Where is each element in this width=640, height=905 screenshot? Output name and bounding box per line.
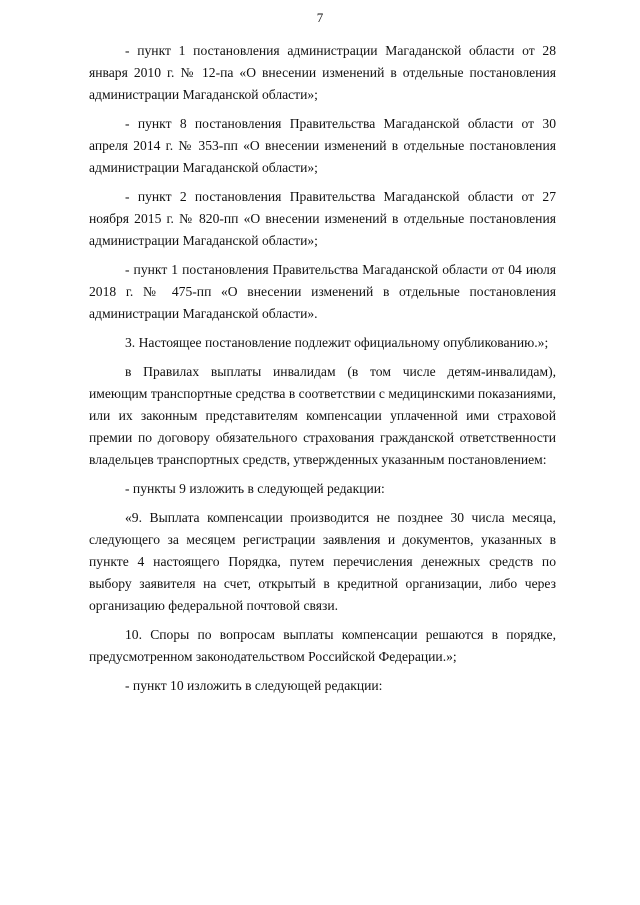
paragraph-item-9-intro: - пункты 9 изложить в следующей редакции: — [125, 481, 385, 496]
paragraph-rules: в Правилах выплаты инвалидам (в том числе детям-инвалидам), имеющим транспортные средства в соответствии с медицинскими показаниями, или их законным представителям компенсации уплаченной ими страховой премии по договору обязательного страхования гражданской ответственности владельцев транспортных средств, утвержденных указанным постановлением: — [89, 364, 556, 467]
paragraph-item-10-intro: - пункт 10 изложить в следующей редакции: — [125, 678, 383, 693]
paragraph-amendment-2018: - пункт 1 постановления Правительства Магаданской области от 04 июля 2018 г. № 475-пп «О внесении изменений в отдельные постановления администрации Магаданской области». — [89, 262, 556, 321]
paragraph-amendment-2010: - пункт 1 постановления администрации Магаданской области от 28 января 2010 г. № 12-па «О внесении изменений в отдельные постановления администрации Магаданской области»; — [89, 43, 556, 102]
page-number: 7 — [316, 10, 324, 25]
paragraph-amendment-2015: - пункт 2 постановления Правительства Магаданской области от 27 ноября 2015 г. № 820-пп «О внесении изменений в отдельные постановления администрации Магаданской области»; — [89, 189, 556, 248]
paragraph-publication: 3. Настоящее постановление подлежит официальному опубликованию.»; — [125, 335, 549, 350]
paragraph-amendment-2014: - пункт 8 постановления Правительства Магаданской области от 30 апреля 2014 г. № 353-пп «О внесении изменений в отдельные постановления администрации Магаданской области»; — [89, 116, 556, 175]
document-body — [89, 40, 556, 704]
paragraph-item-9-text: «9. Выплата компенсации производится не позднее 30 числа месяца, следующего за месяцем регистрации заявления и документов, указанных в пункте 4 настоящего Порядка, путем перечисления денежных средств по выбору заявителя на счет, открытый в кредитной организации, либо через организацию федеральной почтовой связи. — [89, 510, 556, 613]
paragraph-item-10-text: 10. Споры по вопросам выплаты компенсации решаются в порядке, предусмотренном законодательством Российской Федерации.»; — [89, 627, 556, 664]
